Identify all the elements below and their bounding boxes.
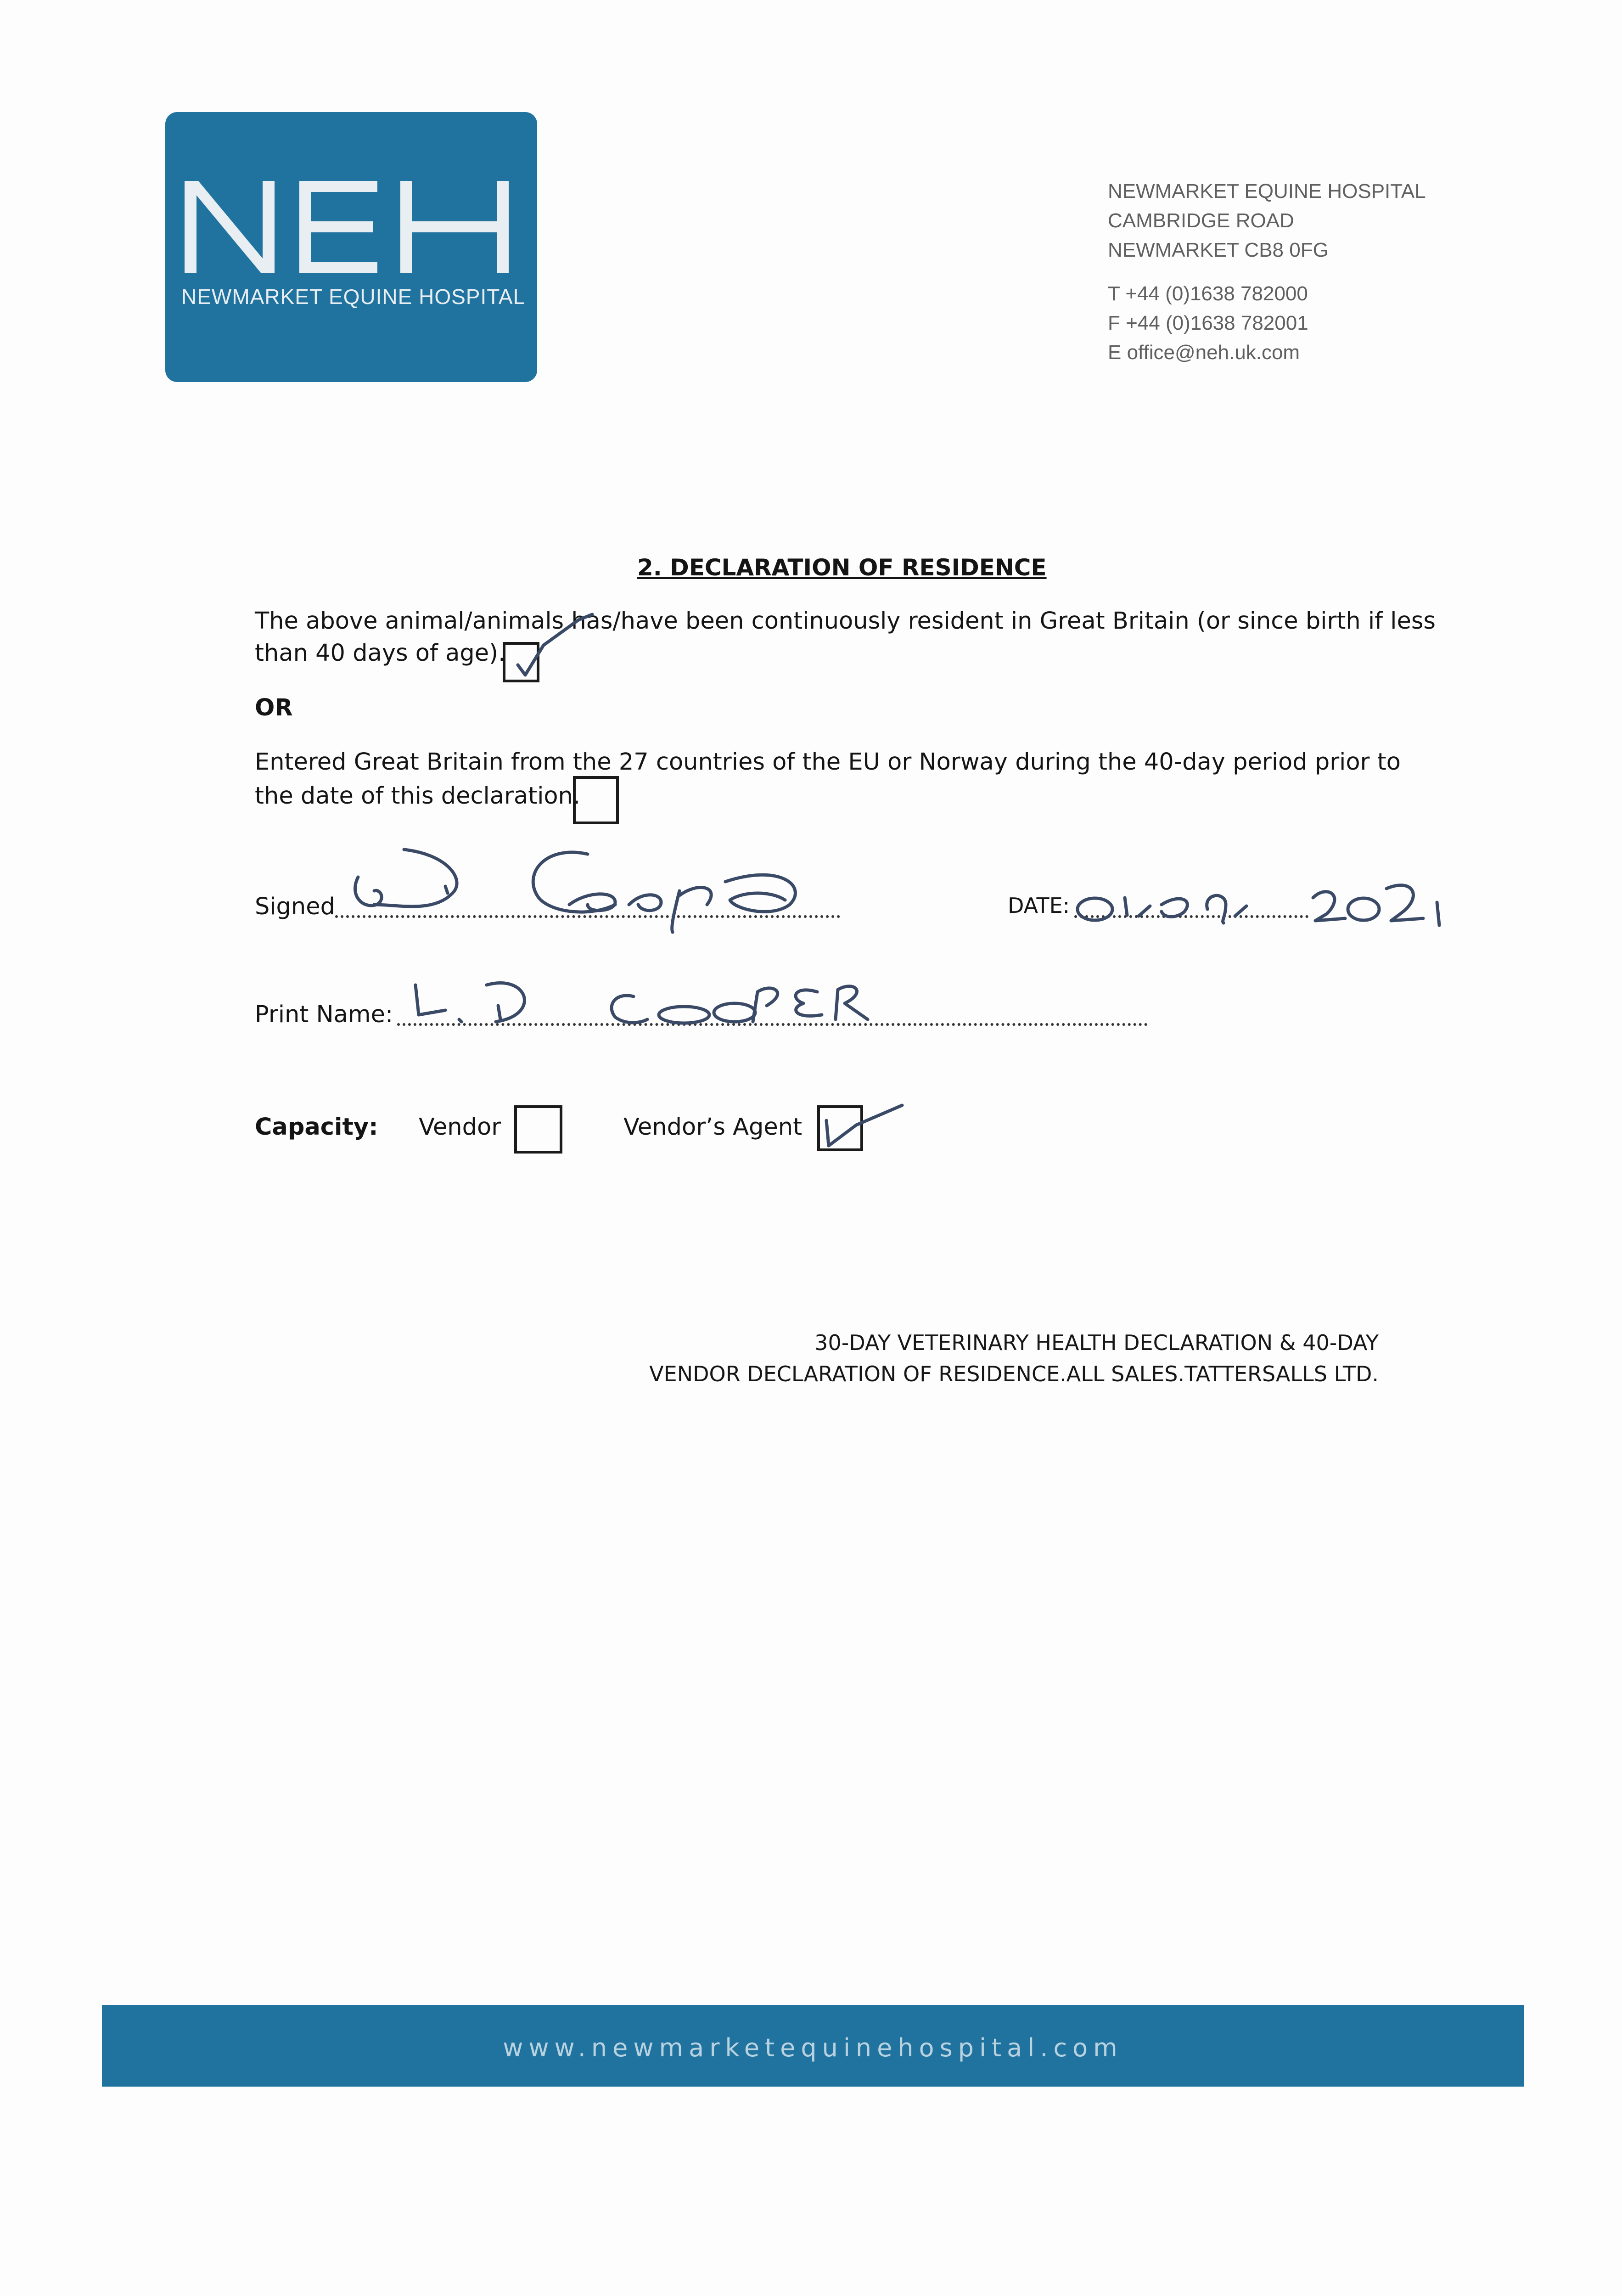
- handwritten-signature: [331, 836, 859, 937]
- option1-text-line2: than 40 days of age).: [255, 640, 506, 667]
- website-link[interactable]: www.newmarketequinehospital.com: [503, 2033, 1123, 2062]
- address-phone: T +44 (0)1638 782000: [1108, 282, 1308, 305]
- address-line-3: NEWMARKET CB8 0FG: [1108, 239, 1329, 261]
- address-line-1: NEWMARKET EQUINE HOSPITAL: [1108, 180, 1426, 203]
- option2-text-line2: the date of this declaration.: [255, 782, 581, 810]
- or-label: OR: [255, 694, 293, 721]
- vendor-checkbox[interactable]: [514, 1105, 562, 1154]
- neh-logo: [165, 112, 537, 382]
- capacity-label: Capacity:: [255, 1114, 378, 1141]
- option2-text-line1: Entered Great Britain from the 27 countries of the EU or Norway during the 40-day period prior to: [255, 748, 1401, 776]
- vendor-label: Vendor: [419, 1114, 501, 1141]
- address-line-2: CAMBRIDGE ROAD: [1108, 209, 1294, 232]
- handwritten-date: [1070, 866, 1442, 934]
- footer-declaration-line2: VENDOR DECLARATION OF RESIDENCE.ALL SALES.TATTERSALLS LTD.: [649, 1362, 1379, 1386]
- vendors-agent-label: Vendor’s Agent: [623, 1114, 803, 1141]
- date-label: DATE:: [1008, 893, 1070, 918]
- print-name-label: Print Name:: [255, 1001, 393, 1028]
- option2-checkbox[interactable]: [573, 776, 619, 824]
- option1-text-line1: The above animal/animals has/have been continuously resident in Great Britain (or since birth if less: [255, 608, 1436, 635]
- neh-logo-mark: [180, 172, 515, 287]
- address-fax: F +44 (0)1638 782001: [1108, 312, 1308, 334]
- section-heading: 2. DECLARATION OF RESIDENCE: [637, 554, 1047, 581]
- option1-check-mark: [505, 602, 597, 689]
- logo-hospital-name: NEWMARKET EQUINE HOSPITAL: [181, 285, 526, 309]
- address-email: E office@neh.uk.com: [1108, 341, 1300, 364]
- vendors-agent-check-mark: [819, 1100, 911, 1155]
- handwritten-print-name: [390, 964, 987, 1033]
- footer-bar: [102, 2005, 1524, 2087]
- footer-declaration-line1: 30-DAY VETERINARY HEALTH DECLARATION & 40-DAY: [814, 1330, 1379, 1355]
- signed-label: Signed: [255, 893, 335, 920]
